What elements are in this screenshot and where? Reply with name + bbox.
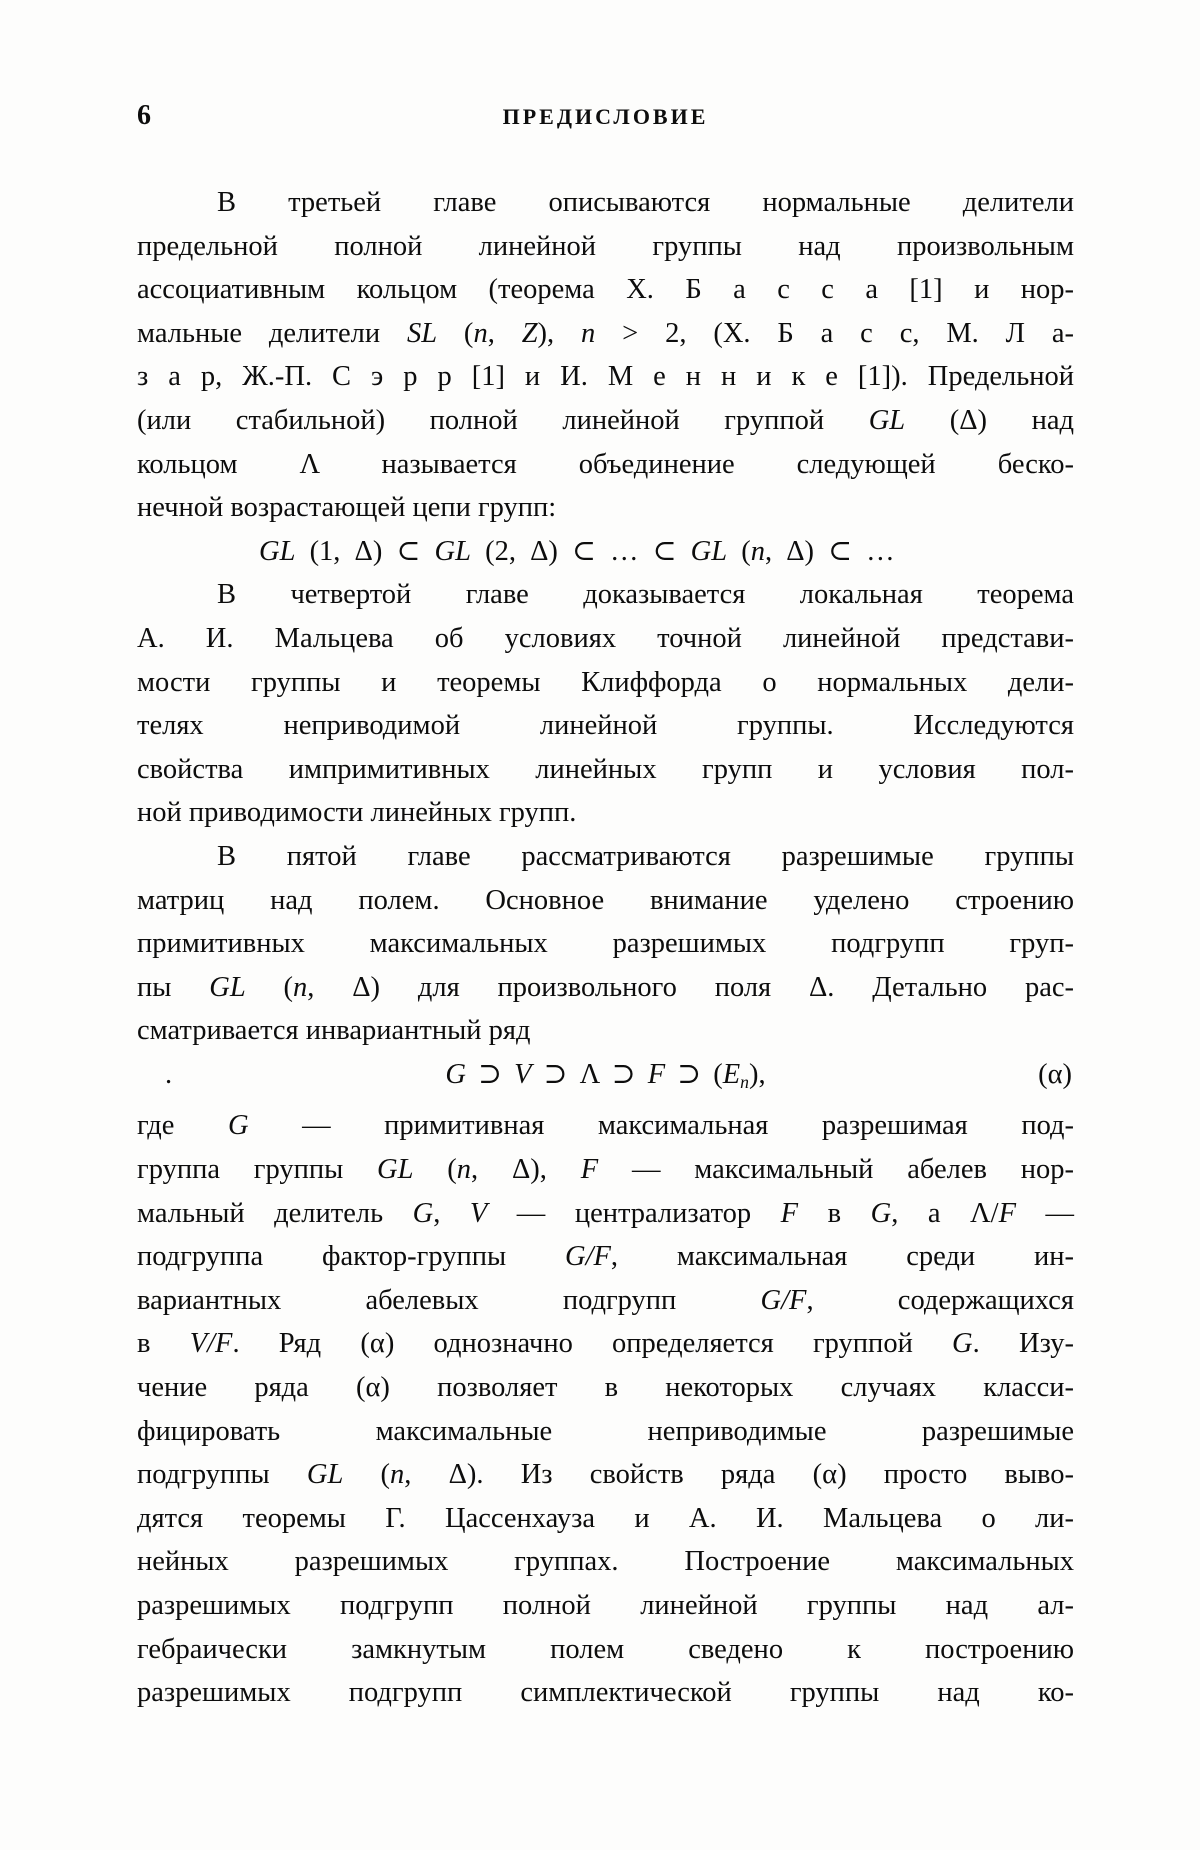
text-segment: нечной возрастающей цепи групп: [137,492,557,524]
text-line [137,791,1074,835]
math-segment: GL [306,1459,344,1491]
math-segment: G/F [564,1241,611,1273]
text-segment: ( [343,1459,390,1491]
text-segment: мости группы и теоремы Клиффорда о нормальных дели- [137,666,1074,698]
math-segment: n [456,1154,472,1185]
math-segment: GL [259,535,296,567]
math-segment: n [581,317,596,349]
math-segment: F [998,1197,1017,1229]
math-segment: F [780,1197,799,1229]
text-line [137,704,1074,748]
math-segment: V/F [189,1328,233,1360]
text-segment: ( [413,1154,457,1185]
formula-line [137,530,1074,574]
text-segment: разрешимых подгрупп полной линейной группы над ал- [137,1589,1074,1621]
formula-line [137,1053,1074,1105]
text-line [137,748,1074,792]
math-segment: G [870,1197,892,1229]
text-line [137,922,1074,966]
text-segment: в [798,1197,871,1229]
math-segment: GL [868,404,906,436]
text-segment: предельной полной линейной группы над произвольным [137,230,1074,262]
text-line [137,879,1074,923]
text-line [137,966,1074,1010]
text-segment: гебраически замкнутым полем сведено к построению [137,1633,1074,1665]
text-segment: , содержащихся [806,1284,1074,1316]
text-segment: матриц над полем. Основное внимание уделено строению [137,884,1074,916]
text-segment: А. И. Мальцева об условиях точной линейной представи- [137,622,1074,654]
text-segment: — примитивная максимальная разрешимая под- [248,1110,1074,1142]
running-title: ПРЕДИСЛОВИЕ [502,104,709,129]
text-segment: — [1016,1197,1075,1229]
stray-mark: . [165,1058,173,1090]
math-segment: F [580,1154,599,1185]
text-segment: сматривается инвариантный ряд [137,1015,531,1047]
text-segment: группа группы [137,1154,378,1185]
math-segment: SL [406,317,438,349]
text-segment: подгруппы [137,1459,307,1491]
text-line [137,312,1074,356]
text-line [137,1192,1074,1236]
text-segment: з а р, Ж.-П. С э р р [1] и И. М е н н и к е [1]). Предельной [137,361,1074,393]
text-line [137,1628,1074,1672]
text-segment: , а Λ/ [891,1197,999,1229]
text-segment: ), [749,1058,766,1090]
text-line [137,1584,1074,1628]
text-line [137,1235,1074,1279]
text-line [137,268,1074,312]
text-segment: ( [727,535,751,567]
text-segment: дятся теоремы Г. Цассенхауза и А. И. Мальцева о ли- [137,1502,1074,1534]
text-segment: В пятой главе рассматриваются разрешимые группы [217,840,1074,872]
text-segment: ассоциативным кольцом (теорема Х. Б а с с а [1] и нор- [137,274,1074,306]
page-body [137,181,1074,1715]
math-segment: V [514,1058,532,1090]
math-segment: n [473,317,488,349]
text-segment: мальные делители [137,317,407,349]
text-segment: , Δ) для произвольного поля Δ. Детально рас- [307,971,1074,1003]
text-segment: в [137,1328,190,1360]
page-header [137,100,1074,136]
text-segment: фицировать максимальные неприводимые разрешимые [137,1415,1074,1447]
text-segment: мальный делитель [137,1197,413,1229]
text-segment: . Изу- [972,1328,1074,1360]
text-segment: свойства импримитивных линейных групп и условия пол- [137,753,1074,785]
text-line [137,225,1074,269]
text-line [137,181,1074,225]
text-segment: (Δ) над [905,404,1074,436]
text-line [137,1104,1074,1148]
text-line [137,1322,1074,1366]
text-segment: подгруппа фактор-группы [137,1241,565,1273]
math-segment: G [445,1058,466,1090]
text-line [137,1366,1074,1410]
text-line [137,1410,1074,1454]
text-segment: — максимальный абелев нор- [598,1154,1074,1185]
text-segment: ( [245,971,293,1003]
text-segment: . Ряд (α) однозначно определяется группой [232,1328,953,1360]
text-segment: , максимальная среди ин- [610,1241,1075,1273]
math-segment: G [412,1197,434,1229]
page-number: 6 [137,100,152,131]
math-segment: n [293,971,308,1003]
text-segment: ⊃ ( [665,1058,723,1090]
text-segment: , Δ), [471,1154,581,1185]
text-segment: телях неприводимой линейной группы. Исследуются [137,710,1074,742]
text-segment: нейных разрешимых группах. Построение максимальных [137,1546,1074,1578]
text-segment: пы [137,971,210,1003]
math-segment: n [750,535,765,567]
text-line [137,835,1074,879]
text-line [137,486,1074,530]
text-line [137,1009,1074,1053]
text-segment: , [487,317,522,349]
text-segment: (или стабильной) полной линейной группой [137,404,869,436]
math-segment: G [952,1328,973,1360]
math-segment: GL [377,1154,414,1185]
text-line [137,355,1074,399]
text-line [137,443,1074,487]
math-segment: GL [209,971,246,1003]
math-segment: n [740,1071,749,1092]
text-segment: ной приводимости линейных групп. [137,797,577,829]
text-segment: чение ряда (α) позволяет в некоторых случаях класси- [137,1371,1074,1403]
text-line [137,573,1074,617]
text-line [137,1279,1074,1323]
text-segment: кольцом Λ называется объединение следующей беско- [137,448,1074,480]
math-segment: n [390,1459,405,1491]
text-segment: , [433,1197,470,1229]
text-segment: > 2, (Х. Б а с с, М. Л а- [595,317,1075,349]
text-segment: ( [437,317,474,349]
text-segment: примитивных максимальных разрешимых подгрупп груп- [137,928,1074,960]
text-segment: ), [537,317,582,349]
text-segment: где [137,1110,228,1142]
math-segment: G [227,1110,249,1142]
math-segment: G/F [760,1284,807,1316]
text-segment: (2, Δ) ⊂ … ⊂ [470,535,691,567]
math-segment: V [469,1197,488,1229]
text-line [137,617,1074,661]
text-segment: (1, Δ) ⊂ [295,535,435,567]
math-segment: GL [690,535,728,567]
text-segment: разрешимых подгрупп симплектической группы над ко- [137,1677,1074,1709]
text-segment: — централизатор [487,1197,781,1229]
text-line [137,1497,1074,1541]
text-line [137,1148,1074,1192]
math-segment: F [647,1058,666,1090]
text-segment: , Δ). Из свойств ряда (α) просто выво- [404,1459,1075,1491]
math-segment: E [722,1058,741,1090]
text-line [137,661,1074,705]
text-line [137,1453,1074,1497]
text-segment: вариантных абелевых подгрупп [137,1284,761,1316]
text-line [137,1540,1074,1584]
text-line [137,399,1074,443]
text-segment: В четвертой главе доказывается локальная теорема [217,579,1074,611]
text-segment: ⊃ Λ ⊃ [531,1058,648,1090]
text-segment: ⊃ [465,1058,515,1090]
text-segment: В третьей главе описываются нормальные делители [217,187,1074,218]
math-segment: GL [434,535,471,567]
text-segment: , Δ) ⊂ … [764,535,895,567]
equation-tag: (α) [1038,1058,1072,1090]
text-line [137,1671,1074,1715]
math-segment: Z [521,317,538,349]
